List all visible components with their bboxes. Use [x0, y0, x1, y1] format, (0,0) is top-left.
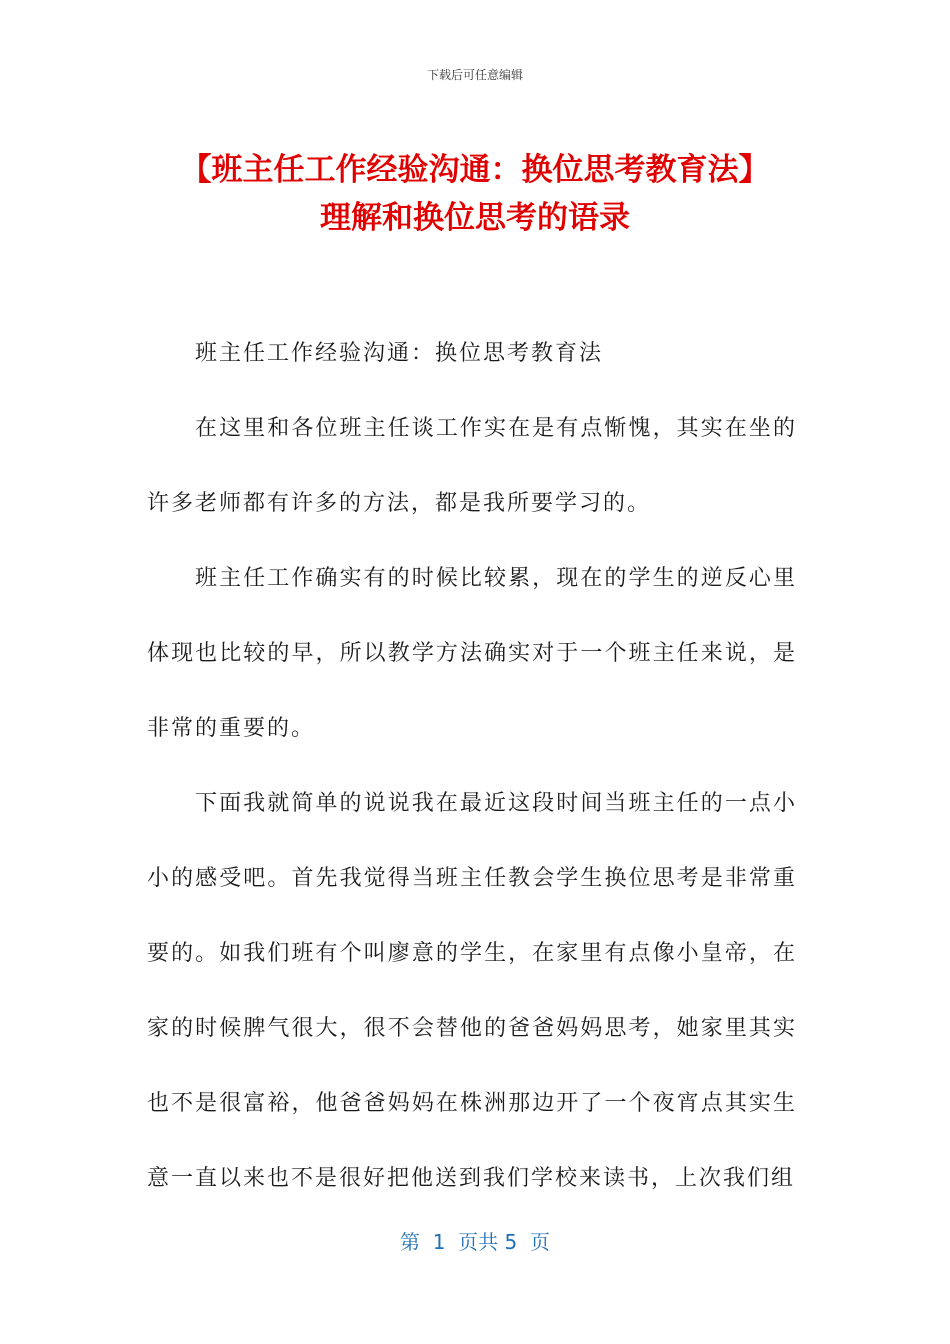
- body-paragraph: 在这里和各位班主任谈工作实在是有点惭愧，其实在坐的许多老师都有许多的方法，都是我所要学习的。: [147, 416, 797, 516]
- document-body: [147, 316, 797, 1216]
- body-paragraph: 班主任工作经验沟通：换位思考教育法: [195, 341, 604, 366]
- page-header-note: 下载后可任意编辑: [426, 68, 523, 82]
- title-line-2: 理解和换位思考的语录: [320, 200, 630, 236]
- title-line-1: 【班主任工作经验沟通：换位思考教育法】: [180, 152, 770, 188]
- body-paragraph: 班主任工作确实有的时候比较累，现在的学生的逆反心里体现也比较的早，所以教学方法确实对于一个班主任来说，是非常的重要的。: [147, 566, 797, 741]
- document-title: [120, 146, 830, 242]
- page-number-footer: 第 1 页共 5 页: [400, 1230, 550, 1254]
- body-paragraph: 下面我就简单的说说我在最近这段时间当班主任的一点小小的感受吧。首先我觉得当班主任教会学生换位思考是非常重要的。如我们班有个叫廖意的学生，在家里有点像小皇帝，在家的时候脾气很大，很不会替他的爸爸妈妈思考，她家里其实也不是很富裕，他爸爸妈妈在株洲那边开了一个夜宵点其实生意一直以来也不是很好把他送到我们学校来读书，上次我们组: [147, 791, 797, 1191]
